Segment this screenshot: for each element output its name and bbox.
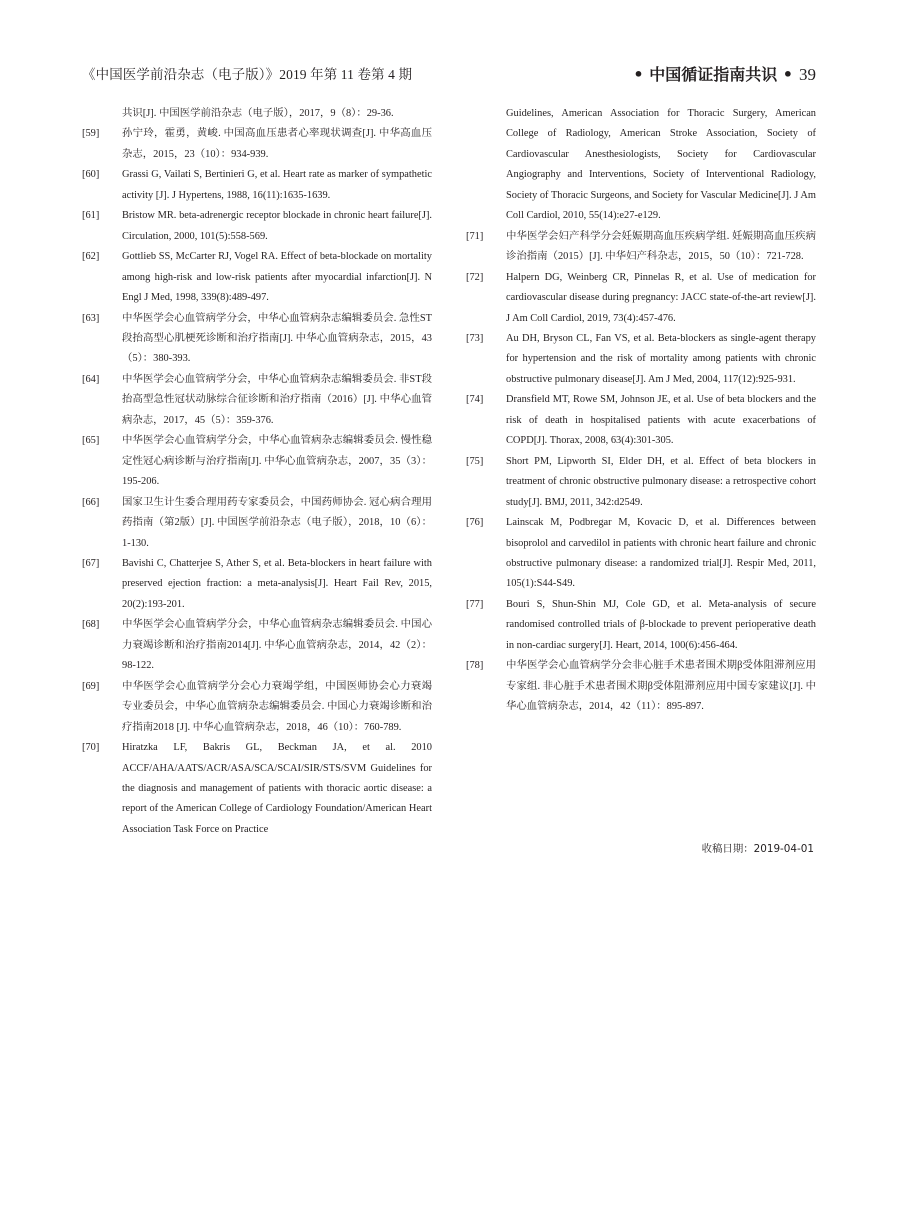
reference-item [82,247,432,308]
reference-number: [60] [82,169,100,181]
left-column [82,104,432,840]
reference-continuation [466,104,816,227]
reference-text: Bristow MR. beta-adrenergic receptor blockade in chronic heart failure[J]. Circulation, 2000, 101(5):558-569. [122,210,432,242]
reference-number: [69] [82,680,100,692]
section-header [633,62,816,85]
reference-item [82,493,432,554]
reference-item [82,124,432,165]
section-title: • 中国循证指南共识 • [633,65,793,84]
reference-number: [75] [466,455,484,467]
reference-number: [70] [82,742,100,754]
reference-item [466,656,816,717]
reference-number: [66] [82,496,100,508]
reference-text: 中华医学会心血管病学分会，中华心血管病杂志编辑委员会. 急性ST段抬高型心肌梗死诊断和治疗指南[J]. 中华心血管病杂志，2015，43（5）：380-393. [122,312,432,365]
reference-item [82,554,432,615]
reference-list-right [466,227,816,718]
page-number: 39 [799,65,816,84]
reference-continuation-text: Guidelines, American Association for Thoracic Surgery, American College of Radiology, American Stroke Association, Society of Cardiovascular Anesthesiologists, Society for Cardiovascular Angiography and Interventions, Society of Interventional Radiology, Society of Thoracic Surgeons, and Society for Vascular Medicine[J]. J Am Coll Cardiol, 2010, 55(14):e27-e129. [506,108,816,222]
reference-number: [71] [466,230,484,242]
reference-item [82,206,432,247]
reference-number: [72] [466,271,484,283]
reference-item [466,329,816,390]
reference-number: [73] [466,332,484,344]
reference-text: 中华医学会妇产科学分会妊娠期高血压疾病学组. 妊娠期高血压疾病诊治指南（2015）[J]. 中华妇产科杂志，2015，50（10）：721-728. [506,230,816,263]
journal-header: 《中国医学前沿杂志（电子版）》2019 年第 11 卷第 4 期 [82,67,413,82]
received-date: 收稿日期：2019-04-01 [701,843,814,855]
reference-item [82,677,432,738]
reference-number: [63] [82,312,100,324]
reference-text: Short PM, Lipworth SI, Elder DH, et al. Effect of beta blockers in treatment of chronic obstructive pulmonary disease: a retrospective cohort study[J]. BMJ, 2011, 342:d2549. [506,455,816,508]
reference-item [82,309,432,370]
reference-number: [65] [82,435,100,447]
reference-text: Dransfield MT, Rowe SM, Johnson JE, et al. Use of beta blockers and the risk of death in hospitalised patients with acute exacerbations of COPD[J]. Thorax, 2008, 63(4):301-305. [506,394,816,447]
reference-text: Hiratzka LF, Bakris GL, Beckman JA, et al. 2010 ACCF/AHA/AATS/ACR/ASA/SCA/SCAI/SIR/STS/SVM Guidelines for the diagnosis and management of patients with thoracic aortic disease: a report of the American College of Cardiology Foundation/American Heart Association Task Force on Practice [122,742,432,835]
reference-item [82,738,432,840]
reference-continuation-text: 共识[J]. 中国医学前沿杂志（电子版），2017，9（8）：29-36. [122,108,394,119]
reference-number: [59] [82,128,100,140]
reference-item [466,268,816,329]
reference-item [466,227,816,268]
reference-item [82,615,432,676]
reference-number: [76] [466,517,484,529]
reference-text: Halpern DG, Weinberg CR, Pinnelas R, et al. Use of medication for cardiovascular disease during pregnancy: JACC state-of-the-art review[J]. J Am Coll Cardiol, 2019, 73(4):457-476. [506,271,816,324]
reference-item [466,452,816,513]
reference-number: [77] [466,598,484,610]
reference-list-left [82,124,432,840]
reference-item [82,370,432,431]
reference-number: [68] [82,619,100,631]
reference-number: [61] [82,210,100,222]
reference-item [82,165,432,206]
reference-number: [62] [82,251,100,263]
reference-number: [74] [466,394,484,406]
reference-text: Bouri S, Shun-Shin MJ, Cole GD, et al. Meta-analysis of secure randomised controlled trials of β-blockade to prevent perioperative death in non-cardiac surgery[J]. Heart, 2014, 100(6):456-464. [506,598,816,651]
reference-text: 中华医学会心血管病学分会，中华心血管病杂志编辑委员会. 非ST段抬高型急性冠状动脉综合征诊断和治疗指南（2016）[J]. 中华心血管病杂志，2017，45（5）：359-376. [122,373,432,426]
reference-number: [78] [466,660,484,672]
reference-text: 孙宁玲，霍勇，黄峻. 中国高血压患者心率现状调查[J]. 中华高血压杂志，2015，23（10）：934-939. [122,128,432,160]
reference-text: Grassi G, Vailati S, Bertinieri G, et al. Heart rate as marker of sympathetic activity [J]. J Hypertens, 1988, 16(11):1635-1639. [122,169,432,201]
reference-text: Bavishi C, Chatterjee S, Ather S, et al. Beta-blockers in heart failure with preserved ejection fraction: a meta-analysis[J]. Heart Fail Rev, 2015, 20(2):193-201. [122,557,432,610]
reference-text: 中华医学会心血管病学分会心力衰竭学组，中国医师协会心力衰竭专业委员会，中华心血管病杂志编辑委员会. 中国心力衰竭诊断和治疗指南2018 [J]. 中华心血管病杂志，2018，46（10）：760-789. [122,680,432,733]
reference-item [82,431,432,492]
reference-text: Au DH, Bryson CL, Fan VS, et al. Beta-blockers as single-agent therapy for hypertension and the risk of mortality among patients with chronic obstructive pulmonary disease[J]. Am J Med, 2004, 117(12):925-931. [506,332,816,385]
reference-text: 中华医学会心血管病学分会，中华心血管病杂志编辑委员会. 中国心力衰竭诊断和治疗指南2014[J]. 中华心血管病杂志，2014，42（2）：98-122. [122,619,432,672]
reference-item [466,390,816,451]
reference-item [466,513,816,595]
reference-text: 中华医学会心血管病学分会，中华心血管病杂志编辑委员会. 慢性稳定性冠心病诊断与治疗指南[J]. 中华心血管病杂志，2007，35（3）：195-206. [122,435,432,488]
reference-text: 国家卫生计生委合理用药专家委员会，中国药师协会. 冠心病合理用药指南（第2版）[J]. 中国医学前沿杂志（电子版），2018，10（6）：1-130. [122,496,432,549]
reference-number: [64] [82,373,100,385]
reference-text: Lainscak M, Podbregar M, Kovacic D, et al. Differences between bisoprolol and carvedilol in patients with chronic heart failure and chronic obstructive pulmonary disease: a randomized trial[J]. Respir Med, 2011, 105(1):S44-S49. [506,517,816,590]
reference-text: 中华医学会心血管病学分会非心脏手术患者围术期β受体阻滞剂应用专家组. 非心脏手术患者围术期β受体阻滞剂应用中国专家建议[J]. 中华心血管病杂志，2014，42（11）：895-897. [506,660,816,713]
reference-number: [67] [82,557,100,569]
right-column [466,104,816,718]
reference-text: Gottlieb SS, McCarter RJ, Vogel RA. Effect of beta-blockade on mortality among high-risk and low-risk patients after myocardial infarction[J]. N Engl J Med, 1998, 339(8):489-497. [122,251,432,304]
reference-item [466,595,816,656]
reference-continuation [82,104,432,124]
